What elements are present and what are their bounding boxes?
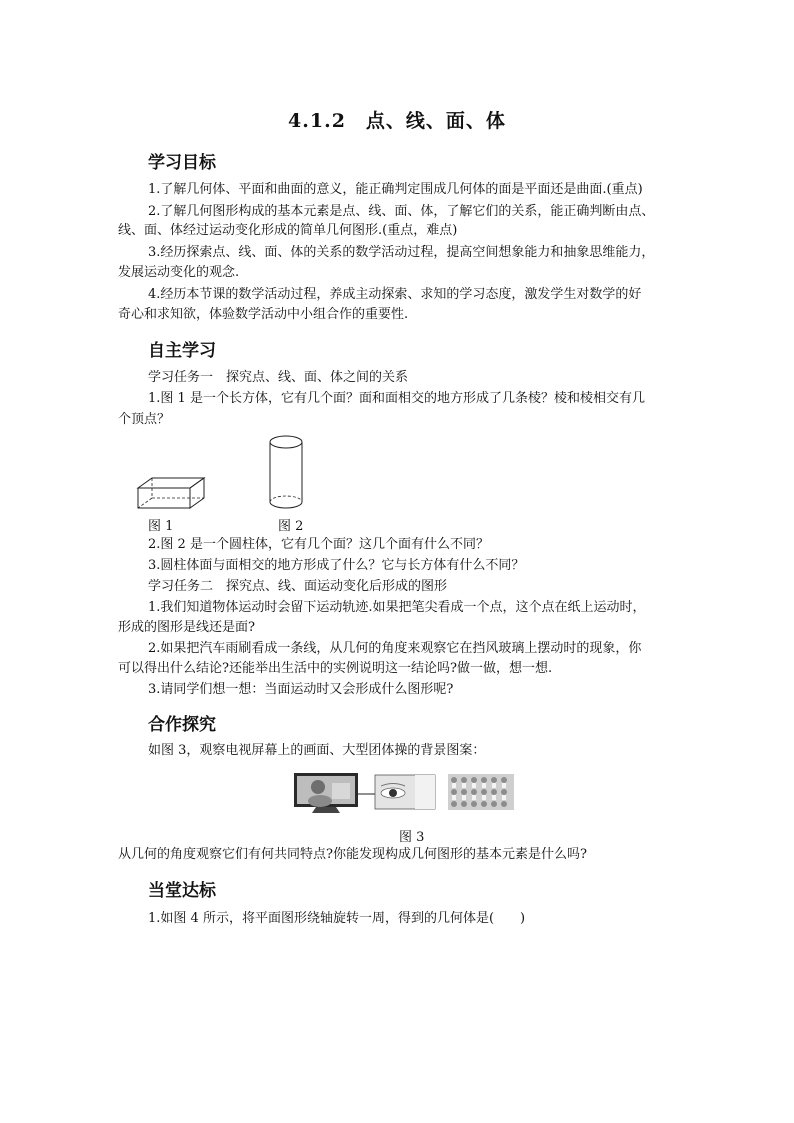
goal-4-line2: 奇心和求知欲，体验数学活动中小组合作的重要性. xyxy=(118,307,409,322)
cooperate-intro: 如图 3，观察电视屏幕上的画面、大型团体操的背景图案： xyxy=(148,743,486,758)
section-heading-practice: 当堂达标 xyxy=(148,881,216,901)
page-title: 4.1.2 点、线、面、体 xyxy=(288,110,506,132)
section-heading-self-study: 自主学习 xyxy=(148,341,216,361)
goal-1: 1.了解几何体、平面和曲面的意义，能正确判定围成几何体的面是平面还是曲面.(重点) xyxy=(148,182,643,197)
task-1-heading: 学习任务一 探究点、线、面、体之间的关系 xyxy=(148,370,409,385)
question-3: 3.圆柱体面与面相交的地方形成了什么？它与长方体有什么不同？ xyxy=(148,558,525,573)
task-2-question-1-line1: 1.我们知道物体运动时会留下运动轨迹.如果把笔尖看成一个点，这个点在纸上运动时， xyxy=(148,600,646,615)
cuboid-figure xyxy=(136,476,208,510)
eye-closeup-image xyxy=(375,775,435,809)
question-2: 2.图 2 是一个圆柱体，它有几个面？这几个面有什么不同？ xyxy=(148,537,489,552)
task-2-question-1-line2: 形成的图形是线还是面? xyxy=(118,620,255,635)
task-2-question-2-line2: 可以得出什么结论?还能举出生活中的实例说明这一结论吗?做一做，想一想. xyxy=(118,661,553,676)
mass-gymnastics-image xyxy=(448,774,514,810)
question-1-line1: 1.图 1 是一个长方体，它有几个面？面和面相交的地方形成了几条棱？棱和棱相交有几 xyxy=(148,391,645,406)
goal-4-line1: 4.经历本节课的数学活动过程，养成主动探索、求知的学习态度，激发学生对数学的好 xyxy=(148,287,642,302)
cooperate-question: 从几何的角度观察它们有何共同特点?你能发现构成几何图形的基本元素是什么吗? xyxy=(118,847,587,862)
connector-line xyxy=(358,792,376,796)
figure-2-caption: 图 2 xyxy=(278,519,304,534)
practice-question-1: 1.如图 4 所示，将平面图形绕轴旋转一周，得到的几何体是( ) xyxy=(148,911,526,926)
tv-screen-image xyxy=(294,773,358,813)
section-heading-goals: 学习目标 xyxy=(148,153,216,173)
task-2-question-2-line1: 2.如果把汽车雨刷看成一条线，从几何的角度来观察它在挡风玻璃上摆动时的现象，你 xyxy=(148,641,642,656)
goal-3-line2: 发展运动变化的观念. xyxy=(118,265,240,280)
figure-3-caption: 图 3 xyxy=(399,830,425,845)
task-2-heading: 学习任务二 探究点、线、面运动变化后形成的图形 xyxy=(148,579,448,594)
goal-2-line1: 2.了解几何图形构成的基本元素是点、线、面、体，了解它们的关系，能正确判断由点、 xyxy=(148,204,655,219)
goal-3-line1: 3.经历探索点、线、面、体的关系的数学活动过程，提高空间想象能力和抽象思维能力， xyxy=(148,245,655,260)
section-heading-cooperate: 合作探究 xyxy=(148,715,216,735)
figure-1-caption: 图 1 xyxy=(148,519,174,534)
cylinder-figure xyxy=(266,434,306,514)
question-1-line2: 个顶点？ xyxy=(118,412,171,427)
task-2-question-3: 3.请同学们想一想：当面运动时又会形成什么图形呢? xyxy=(148,682,454,697)
goal-2-line2: 线、面、体经过运动变化形成的简单几何图形.(重点，难点) xyxy=(118,223,458,238)
